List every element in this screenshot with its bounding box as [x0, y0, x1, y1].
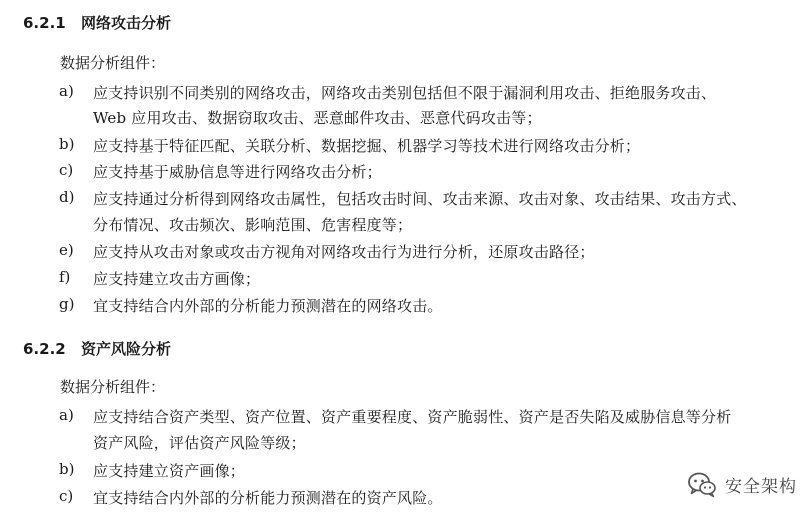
section-heading-6-2-2: [23, 338, 171, 359]
section-number: 6.2.2: [23, 340, 66, 358]
list-item-text: 应支持结合资产类型、资产位置、资产重要程度、资产脆弱性、资产是否失陷及威胁信息等分析: [93, 408, 732, 426]
list-item-marker: b): [59, 135, 75, 153]
list-item-text: 宜支持结合内外部的分析能力预测潜在的网络攻击。: [93, 297, 443, 315]
list-item-marker: c): [59, 487, 74, 505]
list-item-text-continued: 资产风险，评估资产风险等级；: [93, 434, 306, 452]
section-title: 网络攻击分析: [81, 14, 172, 32]
list-item-marker: g): [59, 295, 75, 313]
list-item-text-continued: 分布情况、攻击频次、影响范围、危害程度等；: [93, 216, 413, 234]
list-item-text: 应支持建立攻击方画像；: [93, 270, 261, 288]
list-item-text: 应支持通过分析得到网络攻击属性，包括攻击时间、攻击来源、攻击对象、攻击结果、攻击方式、: [93, 190, 747, 208]
list-item-marker: d): [59, 188, 75, 206]
section-title: 资产风险分析: [81, 340, 172, 358]
list-item-marker: b): [59, 460, 75, 478]
list-item-text: 应支持基于威胁信息等进行网络攻击分析；: [93, 163, 382, 181]
list-item-text: 应支持基于特征匹配、关联分析、数据挖掘、机器学习等技术进行网络攻击分析；: [93, 137, 641, 155]
section-heading-6-2-1: [23, 12, 171, 33]
list-item-marker: c): [59, 161, 74, 179]
watermark-text: 安全架构: [725, 476, 797, 497]
list-item-text: 应支持建立资产画像；: [93, 462, 246, 480]
list-item-text-continued: Web 应用攻击、数据窃取攻击、恶意邮件攻击、恶意代码攻击等；: [93, 109, 542, 127]
list-item-text: 应支持从攻击对象或攻击方视角对网络攻击行为进行分析，还原攻击路径；: [93, 243, 595, 261]
wechat-icon: [687, 469, 717, 499]
section-number: 6.2.1: [23, 14, 66, 32]
list-item-marker: f): [59, 268, 71, 286]
watermark: [687, 467, 797, 501]
list-item-text: 应支持识别不同类别的网络攻击，网络攻击类别包括但不限于漏洞利用攻击、拒绝服务攻击、: [93, 84, 717, 102]
list-item-marker: a): [59, 406, 74, 424]
list-item-marker: e): [59, 241, 74, 259]
section-intro: 数据分析组件：: [60, 378, 166, 396]
list-item-marker: a): [59, 82, 74, 100]
section-intro: 数据分析组件：: [60, 54, 166, 72]
list-item-text: 宜支持结合内外部的分析能力预测潜在的资产风险。: [93, 489, 443, 507]
